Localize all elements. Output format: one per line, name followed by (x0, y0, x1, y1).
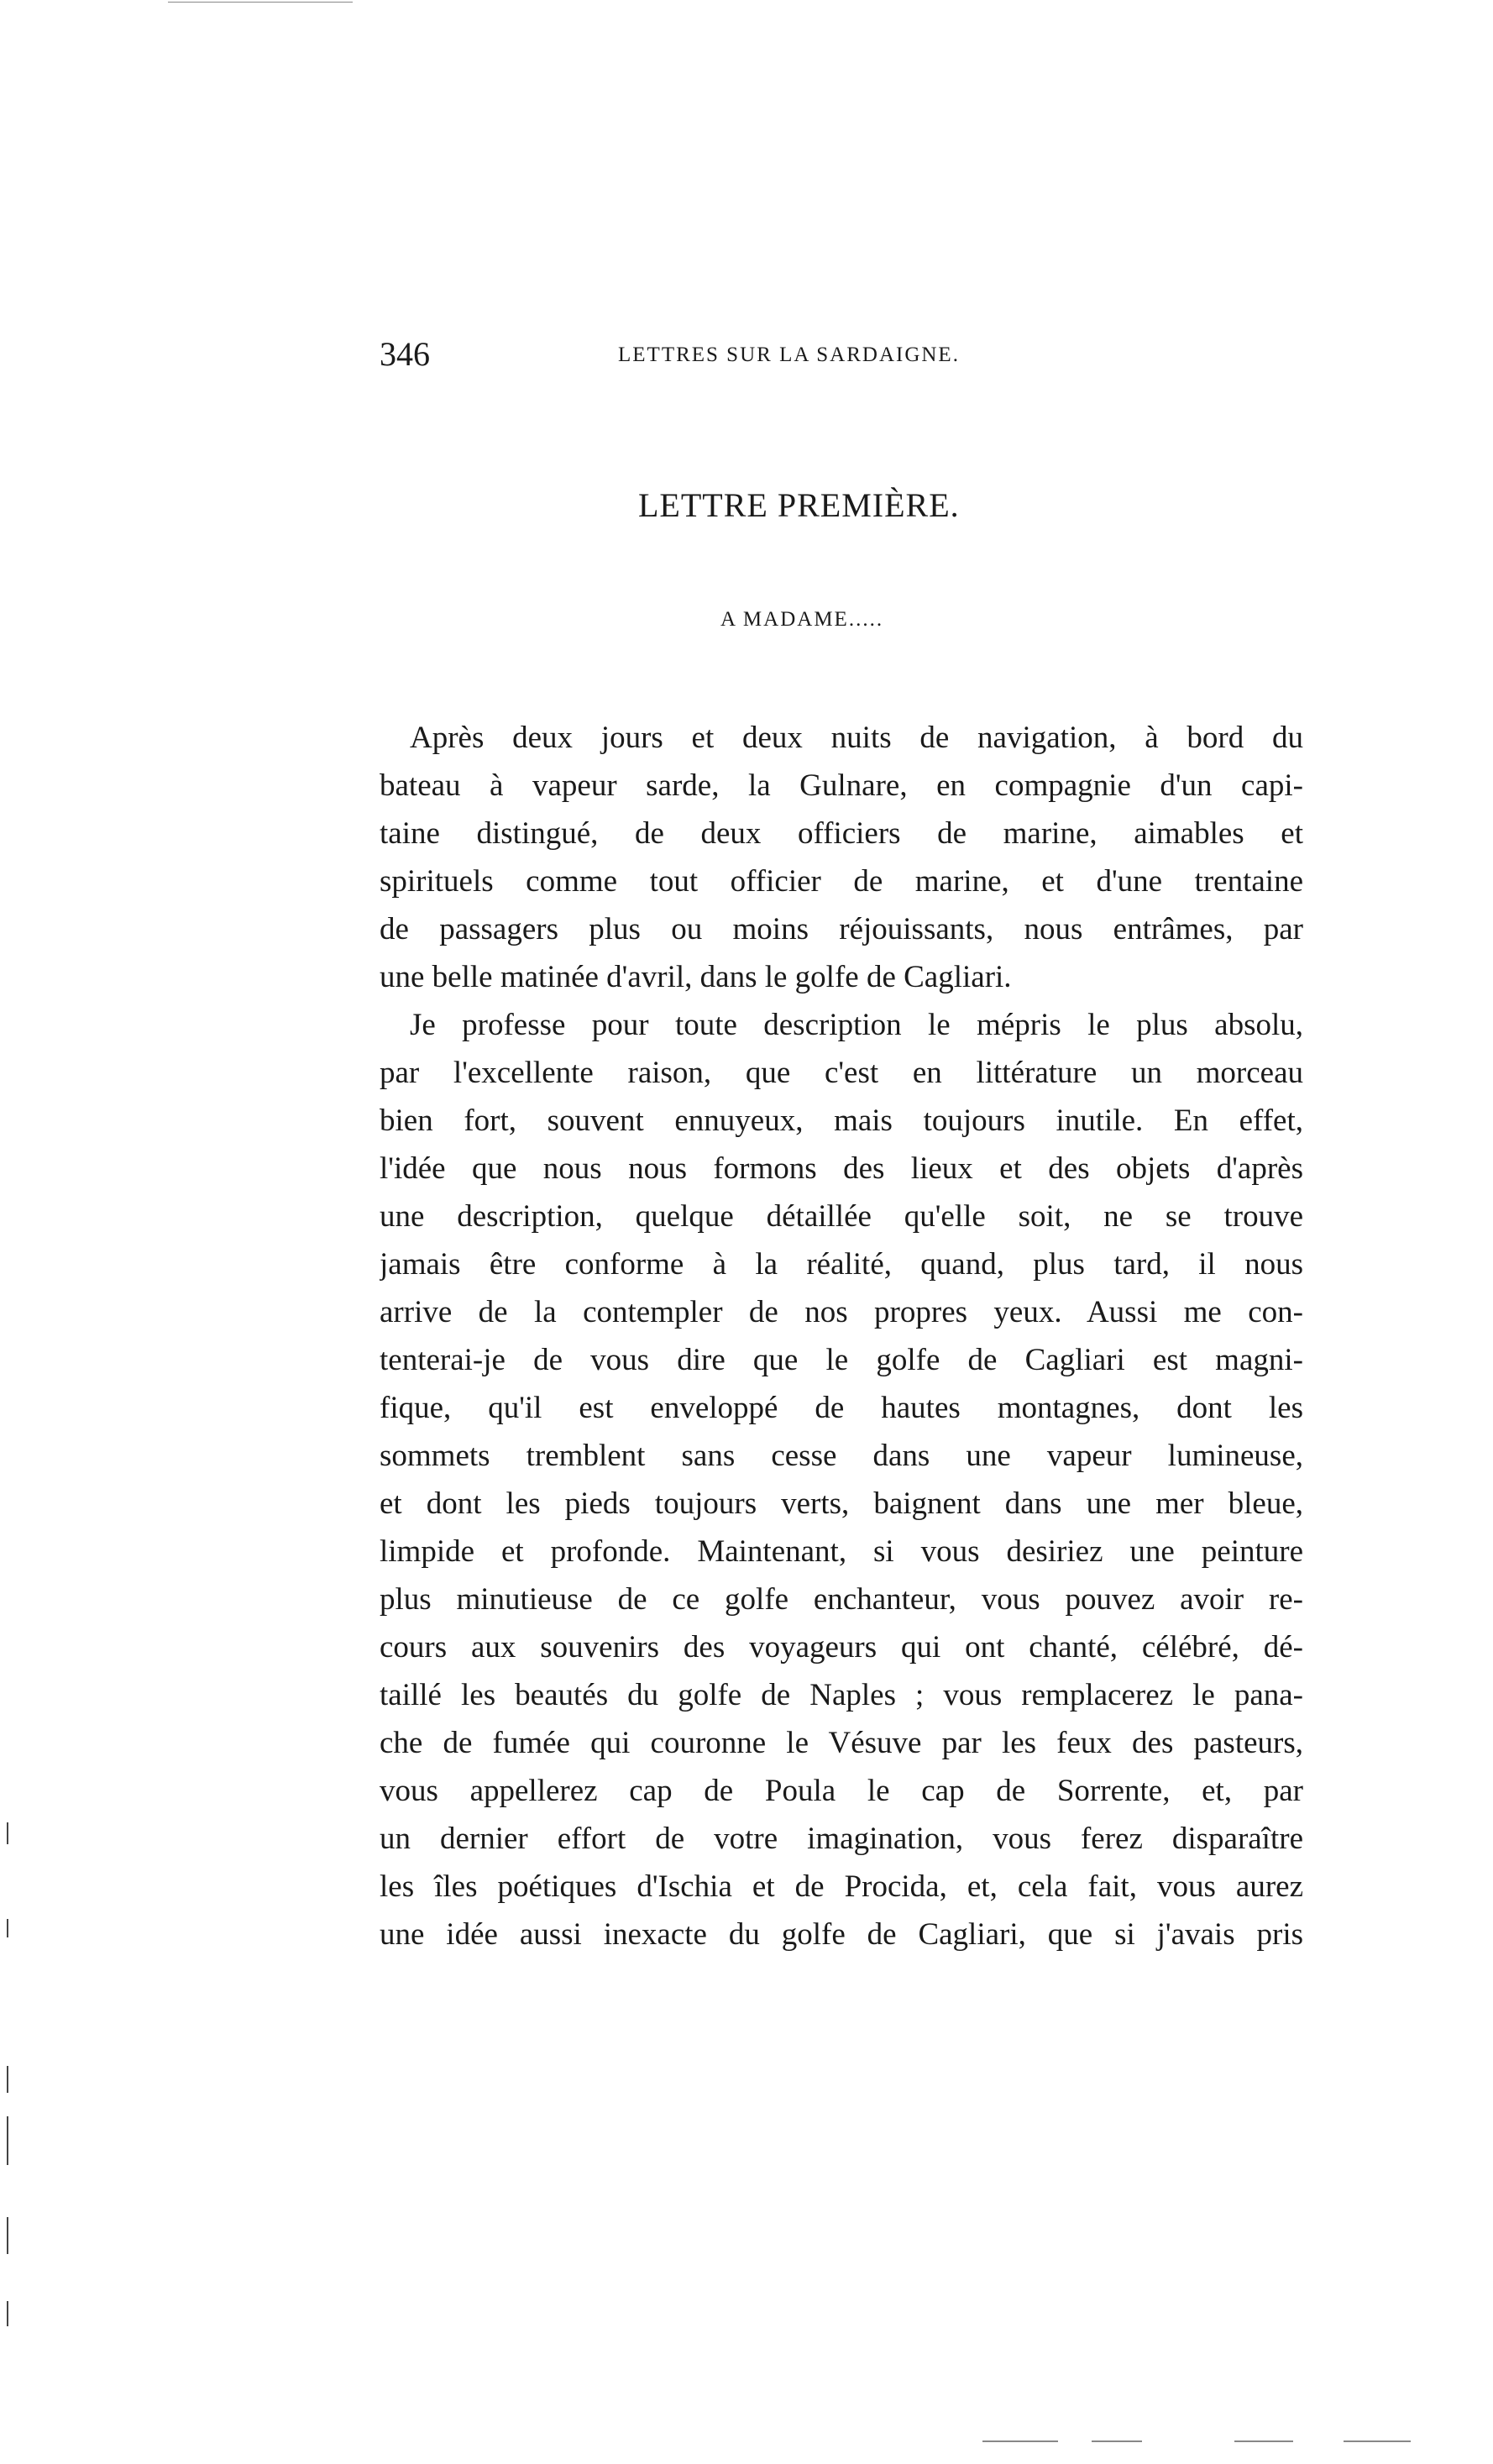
text-line: une belle matinée d'avril, dans le golfe de Cagliari. (380, 960, 1012, 994)
scan-artifact (1344, 2440, 1411, 2442)
scan-artifact (7, 2116, 8, 2165)
running-head (380, 329, 1058, 380)
text-line: bien fort, souvent ennuyeux, mais toujours inutile. En effet, (380, 1104, 1303, 1138)
scan-artifact (1234, 2440, 1293, 2442)
text-line: une idée aussi inexacte du golfe de Cagliari, que si j'avais pris (380, 1917, 1303, 1952)
text-line: Je professe pour toute description le mépris le plus absolu, (410, 1008, 1303, 1042)
text-line: une description, quelque détaillée qu'elle soit, ne se trouve (380, 1199, 1303, 1234)
text-line: taine distingué, de deux officiers de marine, aimables et (380, 816, 1303, 851)
scan-artifact (982, 2440, 1058, 2442)
scan-artifact (7, 2066, 8, 2093)
text-line: jamais être conforme à la réalité, quand, plus tard, il nous (380, 1247, 1303, 1282)
text-line: plus minutieuse de ce golfe enchanteur, vous pouvez avoir re- (380, 1582, 1303, 1617)
text-line: de passagers plus ou moins réjouissants, nous entrâmes, par (380, 912, 1303, 946)
scan-artifact (1092, 2440, 1142, 2442)
text-line: l'idée que nous nous formons des lieux et des objets d'après (380, 1151, 1303, 1186)
running-title: LETTRES SUR LA SARDAIGNE. (618, 343, 960, 366)
text-line: fique, qu'il est enveloppé de hautes montagnes, dont les (380, 1391, 1303, 1425)
text-line: tenterai-je de vous dire que le golfe de Cagliari est magni- (380, 1343, 1303, 1377)
text-line: cours aux souvenirs des voyageurs qui ont chanté, célébré, dé- (380, 1630, 1303, 1665)
scan-artifact (7, 1822, 8, 1844)
scan-artifact (168, 2, 353, 3)
addressee: A MADAME..... (720, 608, 884, 631)
letter-heading: LETTRE PREMIÈRE. (638, 486, 960, 524)
page-number: 346 (380, 335, 430, 373)
text-line: spirituels comme tout officier de marine, et d'une trentaine (380, 864, 1303, 899)
text-line: les îles poétiques d'Ischia et de Procida, et, cela fait, vous aurez (380, 1869, 1303, 1904)
scan-artifact (7, 2301, 8, 2326)
body-text (380, 714, 1303, 1958)
text-line: Après deux jours et deux nuits de navigation, à bord du (410, 721, 1303, 755)
text-line: par l'excellente raison, que c'est en littérature un morceau (380, 1056, 1303, 1090)
text-line: un dernier effort de votre imagination, vous ferez disparaître (380, 1822, 1303, 1856)
text-line: sommets tremblent sans cesse dans une vapeur lumineuse, (380, 1439, 1303, 1473)
text-line: che de fumée qui couronne le Vésuve par les feux des pasteurs, (380, 1726, 1303, 1760)
text-line: vous appellerez cap de Poula le cap de Sorrente, et, par (380, 1774, 1303, 1808)
text-line: limpide et profonde. Maintenant, si vous desiriez une peinture (380, 1534, 1303, 1569)
scan-artifact (7, 2217, 8, 2254)
text-line: bateau à vapeur sarde, la Gulnare, en compagnie d'un capi- (380, 768, 1303, 803)
text-line: taillé les beautés du golfe de Naples ; vous remplacerez le pana- (380, 1678, 1303, 1712)
scan-artifact (7, 1919, 8, 1937)
text-line: et dont les pieds toujours verts, baignent dans une mer bleue, (380, 1486, 1303, 1521)
text-line: arrive de la contempler de nos propres yeux. Aussi me con- (380, 1295, 1303, 1329)
